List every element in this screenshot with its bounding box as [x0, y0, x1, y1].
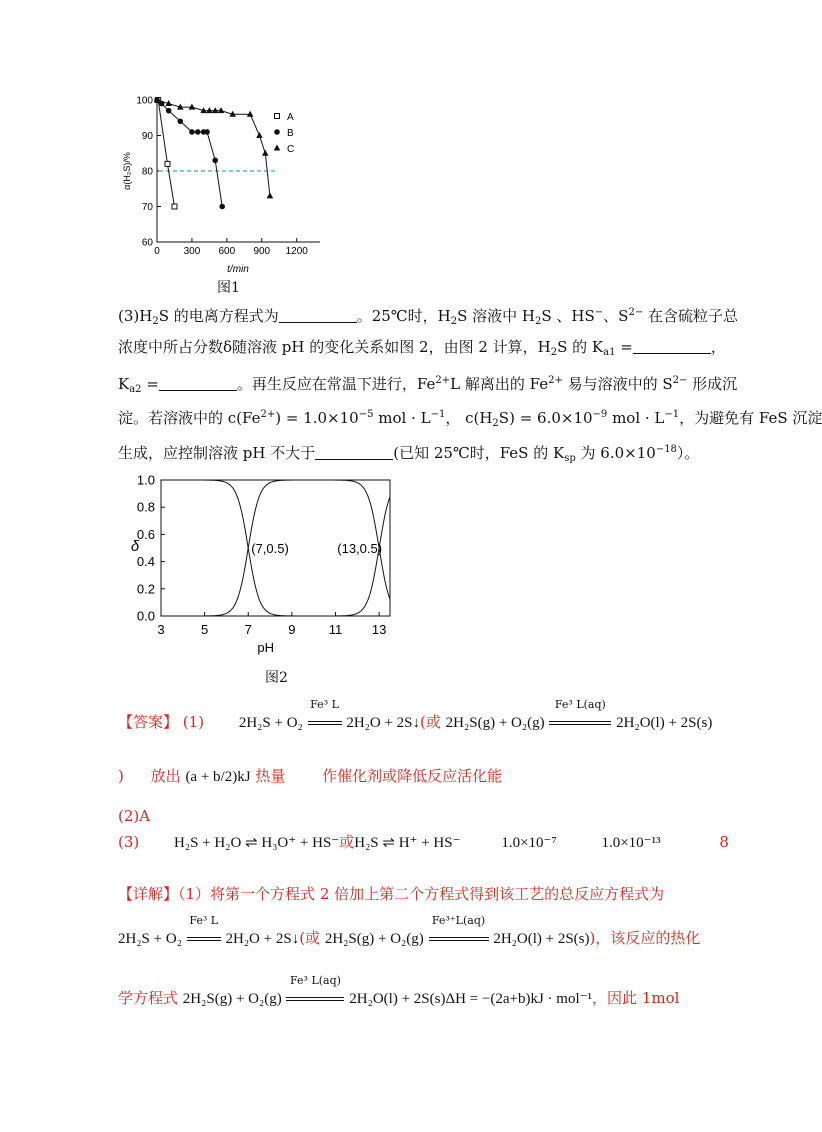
answer-close: ): [118, 767, 124, 785]
fig2-xtick-label: 13: [371, 622, 387, 637]
question-3-line-1: [118, 303, 738, 332]
q3-l3-e: 2+: [435, 375, 451, 386]
detail-eqb-cond: Fe³⁺L(aq): [431, 914, 486, 927]
fig1-point-C: [189, 104, 196, 110]
fig1-point-C: [247, 111, 254, 117]
q3-l1-c: S 的电离方程式为: [158, 307, 279, 325]
fig2-ytick-label: 0.4: [136, 554, 155, 570]
answer-part-1: (1): [182, 713, 205, 731]
q3-l4-f: −1: [430, 409, 446, 420]
q3-l1-i: −: [594, 307, 604, 318]
answer-line-3: [118, 832, 729, 853]
fig1-ytick-label: 100: [136, 95, 153, 107]
q3-l5-f: ）。: [676, 444, 700, 462]
fig2-xtick-label: 11: [328, 622, 343, 637]
fig1-legend-label: A: [287, 112, 294, 123]
detail-eqc-right: 2H₂O(l) + 2S(s)ΔH = −(2a+b)kJ · mol⁻¹: [349, 991, 593, 1007]
fig1-series-C-line: [157, 100, 270, 196]
q3-l4-i: S) = 6.0×10: [498, 409, 593, 427]
answer-heat-pre: 放出: [150, 767, 181, 785]
answer-or-2: 或: [339, 833, 355, 851]
fig1-point-A: [172, 204, 177, 209]
answer-blank-1[interactable]: [279, 308, 357, 323]
q3-l4-g: ， c(H: [445, 409, 493, 427]
q3-l1-j: 、S: [603, 307, 629, 325]
answer-ka2: 1.0×10⁻¹³: [601, 835, 661, 851]
answer-eq-1b-left: 2H₂S(g) + O₂(g): [445, 715, 545, 731]
fig2-ytick-label: 0.2: [136, 581, 155, 597]
question-3-line-2: 浓度中所占分数δ随溶液 pH 的变化关系如图 2，由图 2 计算，$H_2S$ 的 $K_{a1}$ = ，: [118, 338, 726, 358]
fig1-ytick-label: 90: [141, 131, 153, 142]
figure-1-chart: [120, 95, 340, 295]
q3-l2-a: 浓度中所占分数δ随溶液 pH 的变化关系如图 2，由图 2 计算，H: [118, 338, 551, 356]
q3-l4-b: 2+: [260, 409, 276, 420]
answer-part-3: (3): [118, 833, 140, 851]
question-3-line-4: [118, 405, 822, 434]
fig2-ytick-label: 1.0: [136, 472, 155, 488]
q3-l2-c: S 的 K: [557, 338, 604, 356]
q3-l4-h: 2: [492, 418, 499, 429]
q3-l2-d: a1: [603, 347, 616, 358]
q3-l1-f: S 溶液中 H: [457, 307, 535, 325]
q3-l1-b: 2: [152, 316, 159, 327]
q3-l4-j: −9: [592, 409, 608, 420]
detail-eq-left: 2H₂S + O₂: [118, 931, 182, 947]
fig1-point-B: [195, 129, 201, 135]
answer-line-1: [118, 698, 713, 733]
fig1-ytick-label: 70: [141, 202, 153, 213]
fig2-ytick-label: 0.0: [136, 608, 155, 624]
q3-l4-a: 淀。若溶液中的 c(Fe: [118, 409, 261, 427]
q3-l3-g: 2+: [548, 375, 563, 386]
answer-ph: 8: [719, 833, 729, 851]
answer-heat-post: 热量: [255, 767, 286, 785]
q3-l3-f: L 解离出的 Fe: [450, 375, 549, 393]
figure-2-caption: 图2: [265, 670, 288, 686]
q3-l4-m: ，为避免有 FeS 沉淀: [679, 409, 822, 427]
detail-eqb-left: 2H₂S(g) + O₂(g): [324, 931, 424, 947]
fig1-series-A-line: [158, 100, 174, 207]
answer-eq-1-cond: Fe³ L: [310, 698, 339, 711]
fig1-point-B: [177, 119, 183, 125]
fig1-xtick-label: 1200: [285, 246, 308, 257]
fig1-legend-marker: [275, 114, 280, 119]
fig1-xtick-label: 600: [218, 246, 236, 257]
fig1-point-A: [165, 161, 170, 166]
q3-l3-d: 。再生反应在常温下进行，Fe: [236, 375, 436, 393]
fig2-xlabel: pH: [257, 640, 274, 655]
q3-l1-e: 2: [450, 316, 458, 327]
answer-blank-ka1[interactable]: [633, 339, 711, 354]
q3-l3-b: a2: [129, 384, 142, 395]
q3-l3-i: 2−: [672, 375, 688, 386]
answer-eq-1b-arrow: [549, 698, 611, 732]
q3-l2-e: =: [615, 338, 633, 356]
q3-l5-d: 为 6.0×10: [575, 444, 656, 462]
detail-eqc-cond: Fe³ L(aq): [290, 974, 341, 987]
fig2-annotation: (7,0.5): [251, 541, 289, 556]
q3-l5-c: sp: [564, 453, 576, 464]
fig1-xtick-label: 300: [183, 246, 201, 257]
q3-l1-l: 在含硫粒子总: [643, 307, 738, 325]
answer-tag: 【答案】: [118, 713, 179, 731]
q3-l5-e: −18: [655, 444, 677, 455]
detail-eq-cond: Fe³ L: [189, 914, 219, 927]
fig1-ytick-label: 80: [141, 166, 153, 178]
fig1-point-B: [219, 204, 225, 210]
fig1-legend-label: C: [287, 144, 295, 155]
detail-line-1: [118, 884, 664, 904]
fig1-point-B: [204, 129, 210, 135]
q3-l3-j: 形成沉: [687, 375, 738, 393]
answer-ion-eq-1: H₂S + H₂O ⇌ H₃O⁺ + HS⁻: [174, 835, 340, 851]
q3-l3-h: 易与溶液中的 S: [562, 375, 673, 393]
q3-l4-k: mol · L: [607, 409, 665, 427]
detail-eqb-arrow: [429, 914, 489, 948]
fig1-point-B: [166, 108, 172, 114]
answer-eq-1b-cond: Fe³ L(aq): [554, 698, 606, 711]
detail-line-3: [118, 974, 680, 1009]
fig1-series-B-line: [157, 100, 222, 207]
fig1-legend-marker: [274, 129, 280, 135]
question-3-line-5: [118, 440, 699, 469]
detail-text-3: 学方程式: [118, 989, 179, 1007]
answer-blank-ph[interactable]: [315, 445, 393, 460]
detail-text-4: ，因此 1mol: [592, 989, 680, 1007]
fig2-xtick-label: 7: [244, 622, 252, 637]
detail-tag: 【详解】: [118, 885, 179, 903]
detail-eqc-arrow: [286, 974, 344, 1008]
fig2-curve-S2-: [161, 497, 390, 616]
q3-l2-b: 2: [550, 347, 558, 358]
figure-1-caption: 图1: [217, 280, 240, 296]
detail-eqc-left: 2H₂S(g) + O₂(g): [182, 991, 282, 1007]
fig1-point-C: [262, 150, 269, 156]
detail-line-2: [118, 914, 701, 949]
question-3-line-3: [118, 371, 737, 400]
fig2-annotation: (13,0.5): [337, 541, 383, 556]
figure-2-chart: [110, 468, 410, 668]
fig1-point-B: [212, 158, 218, 164]
answer-ion-eq-2: H₂S ⇌ H⁺ + HS⁻: [354, 835, 461, 851]
q3-l1-g: 2: [535, 316, 542, 327]
fig1-ytick-label: 60: [141, 237, 153, 249]
q3-l4-l: −1: [664, 409, 680, 420]
fig2-ytick-label: 0.6: [136, 526, 155, 542]
answer-eq-1-left: 2H₂S + O₂: [238, 715, 303, 731]
q3-l3-a: K: [118, 375, 130, 393]
q3-l4-c: ) = 1.0×10: [275, 409, 359, 427]
q3-l5-b: (已知 25℃时，FeS 的 K: [393, 444, 565, 462]
q3-l1-h: S 、HS: [541, 307, 595, 325]
fig2-xtick-label: 5: [201, 622, 209, 637]
fig2-xtick-label: 9: [288, 622, 296, 637]
fig1-legend-marker: [274, 145, 281, 151]
detail-text-1: （1）将第一个方程式 2 倍加上第二个方程式得到该工艺的总反应方程式为: [178, 885, 665, 903]
answer-or-open: (或: [420, 713, 441, 731]
detail-eqb-right: 2H₂O(l) + 2S(s): [493, 931, 590, 947]
fig2-xtick-label: 3: [157, 622, 165, 637]
fig1-point-C: [256, 132, 263, 138]
answer-eq-1b-right: 2H₂O(l) + 2S(s): [616, 715, 713, 731]
q3-l1-k: 2−: [628, 307, 644, 318]
fig2-ytick-label: 0.8: [136, 499, 155, 515]
answer-ka1: 1.0×10⁻⁷: [501, 835, 557, 851]
fig1-ylabel: α(H₂S)/%: [122, 152, 132, 190]
detail-eq-arrow: [187, 914, 221, 948]
answer-line-2: [118, 766, 502, 787]
q3-l1-a: (3)H: [118, 307, 153, 325]
q3-l5-a: 生成，应控制溶液 pH 不大于: [118, 444, 316, 462]
q3-l4-d: −5: [358, 409, 374, 420]
answer-blank-ka2[interactable]: [159, 376, 237, 391]
fig1-xlabel: t/min: [227, 264, 249, 275]
q3-l3-c: =: [141, 375, 159, 393]
fig2-ylabel: δ: [130, 538, 140, 555]
fig1-point-B: [189, 129, 195, 135]
fig1-legend-label: B: [287, 128, 294, 139]
detail-or-open: (或: [299, 929, 321, 947]
fig1-xtick-label: 0: [154, 246, 160, 257]
detail-text-2: )，该反应的热化: [589, 929, 701, 947]
fig1-point-C: [267, 192, 274, 198]
answer-part-2: (2)A: [118, 807, 151, 825]
answer-heat-value: (a + b/2)kJ: [185, 769, 251, 785]
q3-l4-e: mol · L: [373, 409, 431, 427]
answer-catalyst-role: 作催化剂或降低反应活化能: [322, 767, 503, 785]
answer-eq-1-arrow: [308, 698, 342, 732]
fig1-xtick-label: 900: [253, 246, 271, 257]
q3-l1-d: 。25℃时，H: [356, 307, 451, 325]
detail-eq-right: 2H₂O + 2S↓: [225, 931, 300, 947]
answer-eq-1-right: 2H₂O + 2S↓: [346, 715, 421, 731]
